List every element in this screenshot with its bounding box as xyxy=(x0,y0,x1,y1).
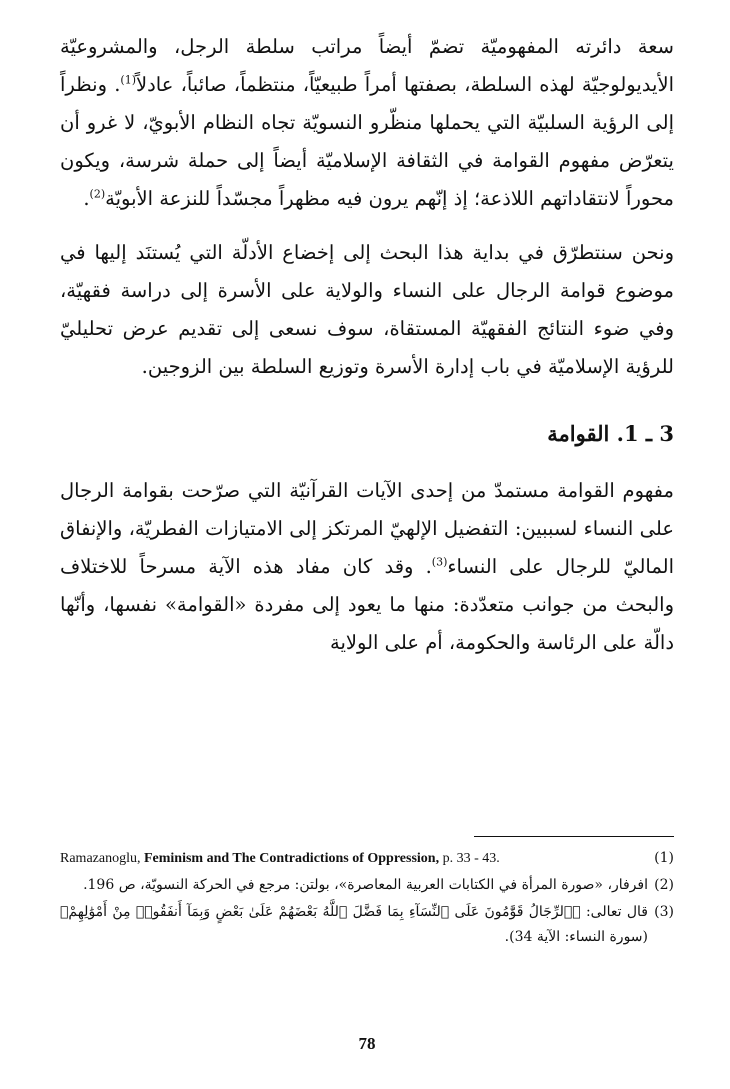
paragraph-1-text-cont: . ونظراً إلى الرؤية السلبيّة التي يحملها منظّرو النسويّة تجاه النظام الأبويّ، لا غرو أن يتعرّض مفهوم القوامة في الثقافة الإسلاميّة أيضاً إلى حملة شرسة، ويكون محوراً لانتقاداتهم اللاذعة؛ إذ إنّهم يرون فيه مظهراً مجسّداً للنزعة الأبويّة xyxy=(60,73,674,210)
footnote-1-pages: p. 33 - 43. xyxy=(442,851,500,866)
paragraph-3-text: مفهوم القوامة مستمدّ من إحدى الآيات القرآنيّة التي صرّحت بقوامة الرجال على النساء لسببين: التفضيل الإلهيّ المرتكز إلى الامتيازات الفطريّة، والإنفاق الماليّ للرجال على النساء xyxy=(60,479,674,578)
paragraph-1-end: . xyxy=(83,187,90,210)
footnote-number-2: (2) xyxy=(654,877,674,893)
footnote-ref-1[interactable]: (1) xyxy=(120,73,136,87)
footnote-number-3: (3) xyxy=(654,904,674,920)
footnote-2 xyxy=(60,873,674,898)
paragraph-3-text-cont: . وقد كان مفاد هذه الآية مسرحاً للاختلاف والبحث من جوانب متعدّدة: منها ما يعود إلى مفردة «القوامة» نفسها، وأنّها دالّة على الرئاسة والحكومة، أم على الولاية xyxy=(60,555,674,654)
body-paragraph-1 xyxy=(60,28,674,218)
footnote-1-author: Ramazanoglu, xyxy=(60,851,141,866)
footnote-text-1 xyxy=(60,846,648,871)
paragraph-2-text: ونحن سنتطرّق في بداية هذا البحث إلى إخضاع الأدلّة التي يُستنَد إليها في موضوع قوامة الرجال على النساء والولاية على الأسرة إلى دراسة فقهيّة، وفي ضوء النتائج الفقهيّة المستقاة، سوف نسعى إلى تقديم عرض تحليليّ للرؤية الإسلاميّة في باب إدارة الأسرة وتوزيع السلطة بين الزوجين. xyxy=(60,241,674,378)
section-number: 3 ـ 1. xyxy=(616,421,674,446)
book-page xyxy=(60,28,674,1068)
body-paragraph-3 xyxy=(60,472,674,662)
body-paragraph-2 xyxy=(60,234,674,386)
footnote-text-2: افرفار، «صورة المرأة في الكتابات العربية المعاصرة»، بولتن: مرجع في الحركة النسويّة، ص 196. xyxy=(83,877,648,893)
footnote-1-title: Feminism and The Contradictions of Oppression, xyxy=(143,851,440,866)
footnote-text-3: قال تعالى: ﴿ٱلرِّجَالُ قَوَّٰمُونَ عَلَى ٱلنِّسَآءِ بِمَا فَضَّلَ ٱللَّهُ بَعْضَهُمْ عَلَىٰ بَعْضٍ وَبِمَآ أَنفَقُوا۟ مِنْ أَمْوَٰلِهِمْ﴾ (سورة النساء: الآية 34). xyxy=(60,904,648,945)
footnote-divider xyxy=(474,836,674,837)
paragraph-1-text: سعة دائرته المفهوميّة تضمّ أيضاً مراتب سلطة الرجل، والمشروعيّة الأيديولوجيّة لهذه السلطة، بصفتها أمراً طبيعيّاً، منتظماً، صائباً، عادلاً xyxy=(60,35,674,96)
footnote-1 xyxy=(60,846,674,871)
section-heading xyxy=(60,414,674,454)
footnote-3 xyxy=(60,900,674,950)
footnote-ref-2[interactable]: (2) xyxy=(89,187,106,201)
footnotes xyxy=(60,846,674,952)
section-title: القوامة xyxy=(547,421,610,446)
page-number: 78 xyxy=(358,1034,376,1053)
footnote-ref-3[interactable]: (3) xyxy=(431,555,448,569)
footnote-number-1: (1) xyxy=(654,850,674,866)
